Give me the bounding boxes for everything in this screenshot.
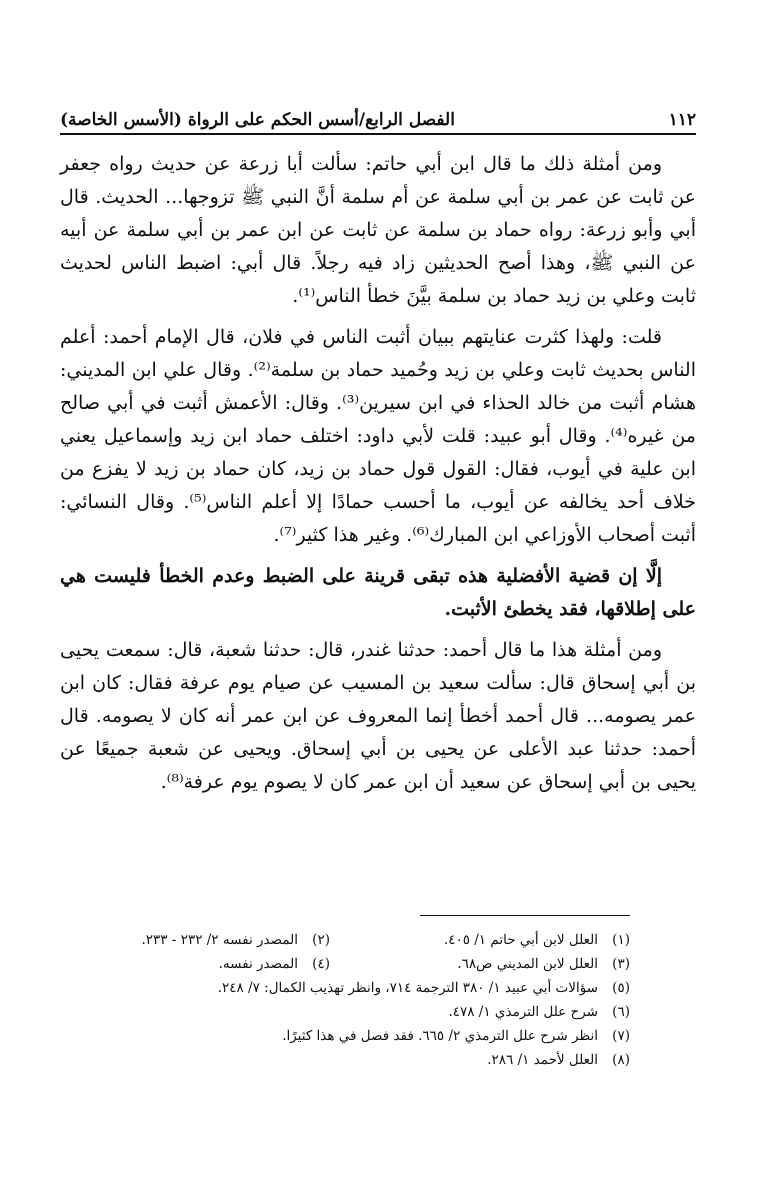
header-rule xyxy=(60,133,696,135)
footnote-text: انظر شرح علل الترمذي ٢/ ٦٦٥. فقد فصل في هذا كثيرًا. xyxy=(282,1028,598,1044)
footnote-text: سؤالات أبي عبيد ١/ ٣٨٠ الترجمة ٧١٤، وانظر تهذيب الكمال: ٧/ ٢٤٨. xyxy=(217,980,598,996)
paragraph: قلت: ولهذا كثرت عنايتهم ببيان أثبت الناس في فلان، قال الإمام أحمد: أعلم الناس بحديث ثابت وعلي بن زيد وحُميد حماد بن سلمة⁽²⁾. وقال علي ابن المديني: هشام أثبت من خالد الحذاء في ابن سيرين⁽³⁾. وقال: الأعمش أثبت في أبي صالح من غيره⁽⁴⁾. وقال أبو عبيد: قلت لأبي داود: اختلف حماد ابن زيد وإسماعيل يعني ابن علية في أيوب، فقال: القول قول حماد بن زيد، كان حماد بن زيد لا يفزع من خلاف أحد يخالفه عن أيوب، ما أحسب حمادًا إلا أعلم الناس⁽⁵⁾. وقال النسائي: أثبت أصحاب الأوزاعي ابن المبارك⁽⁶⁾. وغير هذا كثير⁽⁷⁾. xyxy=(60,326,696,546)
footnote-text: شرح علل الترمذي ١/ ٤٧٨. xyxy=(448,1004,598,1020)
page-number: ١١٢ xyxy=(668,110,696,130)
running-title: الفصل الرابع/أسس الحكم على الرواة (الأسس الخاصة) xyxy=(60,110,455,130)
footnote-separator xyxy=(420,915,630,916)
footnote-number: (١) xyxy=(612,932,630,948)
paragraph: ومن أمثلة ذلك ما قال ابن أبي حاتم: سألت أبا زرعة عن حديث رواه جعفر عن ثابت عن عمر بن أبي سلمة عن أم سلمة أنَّ النبي ﷺ تزوجها... الحديث. قال أبي وأبو زرعة: رواه حماد بن سلمة عن ثابت عن ابن عمر بن أبي سلمة عن أبيه عن النبي ﷺ، وهذا أصح الحديثين زاد فيه رجلاً. قال أبي: اضبط الناس لحديث ثابت وعلي بن زيد حماد بن سلمة بيَّنَ خطأ الناس⁽¹⁾. xyxy=(60,153,696,307)
footnote xyxy=(282,1024,630,1048)
footnote-row xyxy=(60,976,630,1000)
footnote xyxy=(487,1048,630,1072)
footnote-row xyxy=(60,1048,630,1072)
footnote xyxy=(330,928,630,952)
footnote-row xyxy=(60,1024,630,1048)
footnotes xyxy=(60,928,630,1072)
main-text xyxy=(60,148,696,799)
footnote-number: (٣) xyxy=(612,956,630,972)
footnote-number: (٤) xyxy=(312,956,330,972)
footnote-text: العلل لأحمد ١/ ٢٨٦. xyxy=(487,1052,598,1068)
footnote xyxy=(448,1000,630,1024)
running-header xyxy=(60,100,696,130)
footnote-number: (٢) xyxy=(312,932,330,948)
footnote xyxy=(141,928,330,952)
footnote xyxy=(218,976,630,1000)
footnote-row xyxy=(60,928,630,952)
footnote-text: العلل لابن المديني ص٦٨. xyxy=(457,956,598,972)
footnote-number: (٧) xyxy=(612,1028,630,1044)
footnote-number: (٦) xyxy=(612,1004,630,1020)
footnote xyxy=(219,952,330,976)
footnote-row xyxy=(60,1000,630,1024)
footnote-text: العلل لابن أبي حاتم ١/ ٤٠٥. xyxy=(443,932,598,948)
paragraph: ومن أمثلة هذا ما قال أحمد: حدثنا غندر، قال: حدثنا شعبة، قال: سمعت يحيى بن أبي إسحاق قال: سألت سعيد بن المسيب عن صيام يوم عرفة فقال: كان ابن عمر يصومه... قال أحمد أخطأ إنما المعروف عن ابن عمر أنه كان لا يصومه. قال أحمد: حدثنا عبد الأعلى عن يحيى بن أبي إسحاق. ويحيى عن شعبة جميعًا عن يحيى بن أبي إسحاق عن سعيد أن ابن عمر كان لا يصوم يوم عرفة⁽⁸⁾. xyxy=(60,639,696,793)
paragraph: إلَّا إن قضية الأفضلية هذه تبقى قرينة على الضبط وعدم الخطأ فليست هي على إطلاقها، فقد يخطئ الأثبت. xyxy=(60,565,696,620)
footnote-text: المصدر نفسه. xyxy=(218,956,298,972)
footnote-number: (٨) xyxy=(612,1052,630,1068)
footnote-text: المصدر نفسه ٢/ ٢٣٢ - ٢٣٣. xyxy=(141,932,298,948)
footnote-number: (٥) xyxy=(612,980,630,996)
footnote xyxy=(330,952,630,976)
footnote-row xyxy=(60,952,630,976)
